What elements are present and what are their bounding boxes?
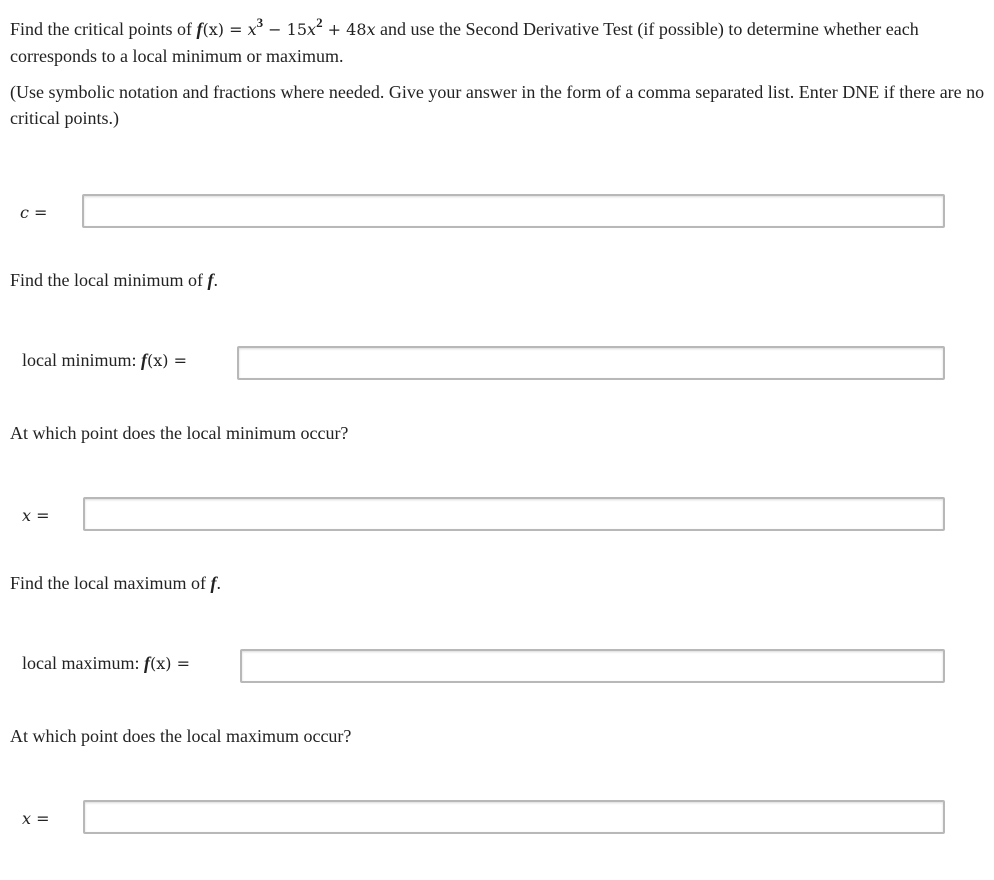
min-point-label-var: x <box>22 506 32 525</box>
intro-term1-exp: 3 <box>256 15 264 30</box>
intro-term1-base: x <box>247 20 257 39</box>
intro-term3-var: x <box>366 20 376 39</box>
intro-term2-exp: 2 <box>316 15 323 30</box>
critical-points-label-var: c <box>20 203 29 222</box>
local-min-label-eq: = <box>168 351 188 370</box>
intro-func-name: f <box>196 19 203 39</box>
local-min-label-text: local minimum: <box>22 350 141 370</box>
intro-minus: − 15 <box>263 20 308 39</box>
intro-equals: = <box>223 20 248 39</box>
max-point-label-eq: = <box>31 809 50 828</box>
intro-plus: + 48 <box>322 20 367 39</box>
critical-points-label <box>20 200 47 225</box>
min-point-label <box>22 503 50 528</box>
critical-points-label-eq: = <box>28 203 48 222</box>
max-point-label-var: x <box>22 809 32 828</box>
local-min-prompt-end: . <box>213 270 218 290</box>
local-max-label-arg: (x) <box>149 654 172 673</box>
max-point-question: At which point does the local maximum occur? <box>10 726 352 746</box>
local-max-label-eq: = <box>171 654 190 673</box>
local-max-label-text: local maximum: <box>22 653 144 673</box>
local-max-prompt <box>10 570 221 596</box>
max-point-label <box>22 806 50 831</box>
intro-prefix: Find the critical points of <box>10 19 197 39</box>
critical-points-input[interactable] <box>82 194 945 228</box>
intro-func-arg: (x) <box>202 20 224 39</box>
local-min-label-arg: (x) <box>147 351 169 370</box>
local-min-prompt <box>10 267 218 293</box>
intro-suffix: and use the Second Derivative Test (if possible) to determine whether each corresponds to a local minimum or maximum. <box>10 19 919 66</box>
local-max-input[interactable] <box>240 649 945 683</box>
instructions: (Use symbolic notation and fractions where needed. Give your answer in the form of a comma separated list. Enter DNE if there are no critical points.) <box>10 82 985 128</box>
local-min-label <box>22 348 187 373</box>
local-min-input[interactable] <box>237 346 945 380</box>
local-min-prompt-var: f <box>207 270 214 290</box>
min-point-question: At which point does the local minimum occur? <box>10 423 349 443</box>
max-point-input[interactable] <box>83 800 945 834</box>
local-max-label <box>22 651 190 676</box>
min-point-input[interactable] <box>83 497 945 531</box>
local-max-prompt-text: Find the local maximum of <box>10 573 211 593</box>
local-max-prompt-end: . <box>216 573 221 593</box>
local-min-prompt-text: Find the local minimum of <box>10 270 208 290</box>
local-min-label-fn: f <box>141 350 147 370</box>
intro-term2-base: x <box>307 20 317 39</box>
local-max-label-fn: f <box>143 653 150 673</box>
local-max-prompt-var: f <box>210 573 217 593</box>
min-point-label-eq: = <box>31 506 50 525</box>
question-intro <box>10 16 985 69</box>
